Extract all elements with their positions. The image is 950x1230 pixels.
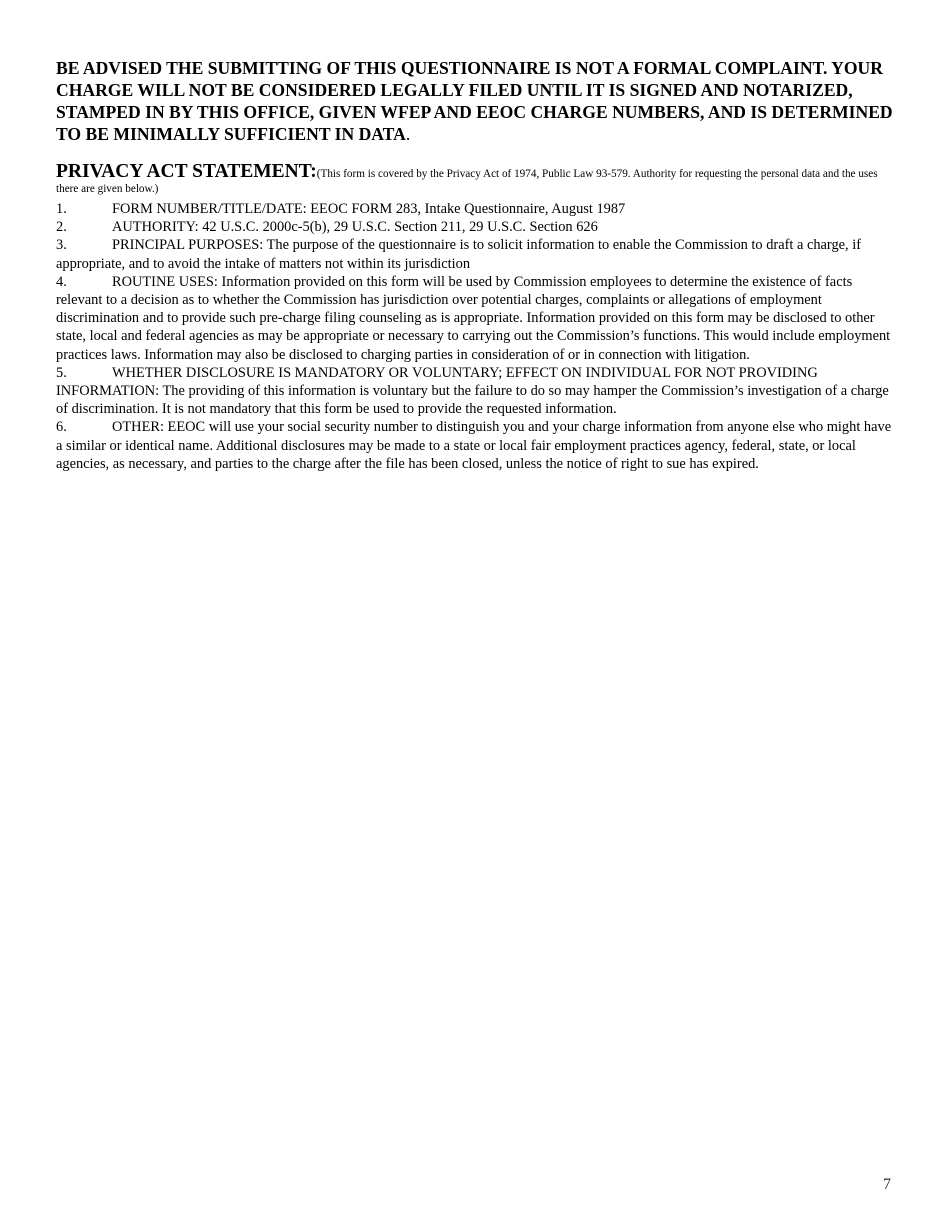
page-number: 7 [883,1176,891,1193]
privacy-item-text: PRINCIPAL PURPOSES: The purpose of the questionnaire is to solicit information to enable the Commission to draft a charge, if appropriate, and to avoid the intake of matters not within its jurisdiction [56,237,862,272]
privacy-act-header [56,161,896,196]
privacy-act-title: PRIVACY ACT STATEMENT [56,161,311,182]
legal-notice-text: BE ADVISED THE SUBMITTING OF THIS QUESTIONNAIRE IS NOT A FORMAL COMPLAINT. YOUR CHARGE WILL NOT BE CONSIDERED LEGALLY FILED UNTIL IT IS SIGNED AND NOTARIZED, STAMPED IN BY THIS OFFICE, GIVEN WFEP AND EEOC CHARGE NUMBERS, AND IS DETERMINED TO BE MINIMALLY SUFFICIENT IN DATA [56,58,893,144]
privacy-item-number: 1. [56,201,67,217]
privacy-item-number: 4. [56,273,67,290]
privacy-item [56,418,896,473]
privacy-item-text: OTHER: EEOC will use your social security number to distinguish you and your charge information from anyone else who might have a similar or identical name. Additional disclosures may be made to a state or local fair employment practices agency, federal, state, or local agencies, as necessary, and parties to the charge after the file has been closed, unless the notice of right to sue has expired. [56,419,892,472]
privacy-act-items [56,200,896,473]
privacy-item-text: FORM NUMBER/TITLE/DATE: EEOC FORM 283, Intake Questionnaire, August 1987 [112,201,626,217]
privacy-item [56,364,896,419]
privacy-act-colon: : [310,161,317,182]
privacy-item-number: 5. [56,364,67,381]
privacy-act-note: (This form is covered by the Privacy Act of 1974, Public Law 93-579. Authority for requesting the personal data and the uses there are given below.) [56,168,878,195]
privacy-item [56,218,896,236]
privacy-item-text: WHETHER DISCLOSURE IS MANDATORY OR VOLUNTARY; EFFECT ON INDIVIDUAL FOR NOT PROVIDING INFORMATION: The providing of this information is voluntary but the failure to do so may hamper the Commission’s investigation of a charge of discrimination. It is not mandatory that this form be used to provide the requested information. [56,364,889,418]
privacy-item [56,236,896,272]
privacy-item [56,200,896,218]
privacy-item-number: 6. [56,419,67,436]
legal-notice [56,57,896,145]
privacy-item [56,273,896,364]
privacy-act-section [56,161,896,473]
privacy-item-number: 3. [56,237,67,254]
privacy-item-text: ROUTINE USES: Information provided on this form will be used by Commission employees to determine the existence of facts relevant to a decision as to whether the Commission has jurisdiction over potential charges, complaints or allegations of employment discrimination and to provide such pre-charge filing counseling as is appropriate. Information provided on this form may be disclosed to other state, local and federal agencies as may be appropriate or necessary to carrying out the Commission’s functions. This would include employment practices laws. Information may also be disclosed to charging parties in consideration of or in connection with litigation. [56,273,891,363]
legal-notice-period: . [405,124,411,144]
privacy-item-text: AUTHORITY: 42 U.S.C. 2000c-5(b), 29 U.S.C. Section 211, 29 U.S.C. Section 626 [112,219,598,236]
privacy-item-number: 2. [56,219,67,236]
